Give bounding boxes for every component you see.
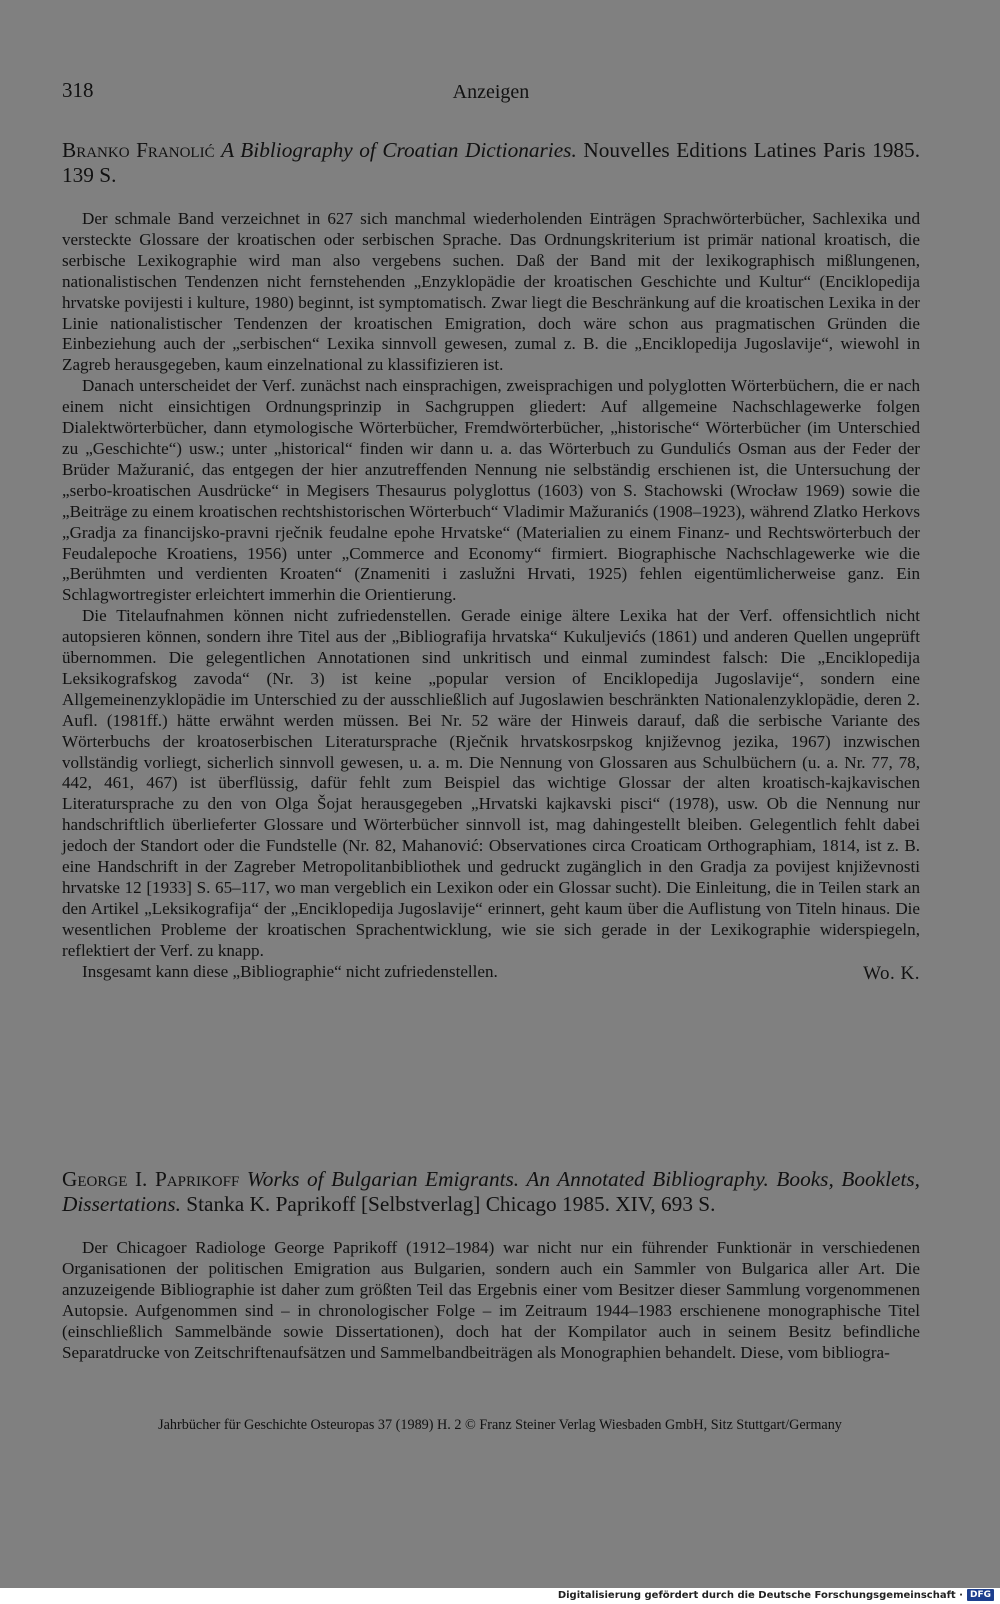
review-paragraph: Der Chicagoer Radiologe George Paprikoff (1912–1984) war nicht nur ein führender Funktionär in verschiedenen Organisationen der politischen Emigration aus Bulgarien, sondern auch ein Sammler von Bulgarica aller Art. Die anzuzeigende Bibliographie ist daher zum größten Teil das Ergebnis einer vom Besitzer dieser Sammlung vorgenommenen Autopsie. Aufgenommen sind – in chronologischer Folge – im Zeitraum 1944–1983 erschienene monographische Titel (einschließlich Sammelbände sowie Dissertationen), doch hat der Kompilator auch in seinem Besitz befindliche Separatdrucke von Zeitschriftenaufsätzen und Sammelbandbeiträgen als Monographien behandelt. Diese, vom bibliogra- <box>62 1238 920 1362</box>
closing-line <box>62 962 920 983</box>
journal-footer: Jahrbücher für Geschichte Osteuropas 37 (1989) H. 2 © Franz Steiner Verlag Wiesbaden GmbH, Sitz Stuttgart/Germany <box>158 1417 842 1433</box>
review-publication: Nouvelles Editions Latines Paris 1985. 139 S. <box>62 138 921 187</box>
review-author: Branko Franolić <box>62 138 215 162</box>
review-franolic <box>62 138 920 983</box>
review-paragraph: Die Titelaufnahmen können nicht zufriedenstellen. Gerade einige ältere Lexika hat der Verf. offensichtlich nicht autopsieren können, sondern ihre Titel aus der „Bibliografija hrvatska“ Kukuljevićs (1861) und anderen Quellen ungeprüft übernommen. Die gelegentlichen Annotationen sind unkritisch und einmal zumindest falsch: Die „Enciklopedija Leksikografskog zavoda“ (Nr. 3) ist keine „popular version of Enciklopedija Jugoslavije“, sondern eine Allgemeinenzyklopädie im Unterschied zu der ausschließlich auf Jugoslawien beschränkten Nationalenzyklopädie, deren 2. Aufl. (1981ff.) hätte erwähnt werden müssen. Bei Nr. 52 wäre der Hinweis darauf, daß die serbische Variante des Wörterbuchs der kroatoserbischen Literatursprache (Rječnik hrvatskosrpskog književnog jezika, 1967) inzwischen vollständig vorliegt, sicherlich sinnvoll gewesen, u. a. m. Die Nennung von Glossaren aus Schulbüchern (u. a. Nr. 77, 78, 442, 461, 467) ist überflüssig, dafür fehlt zum Beispiel das wichtige Glossar der alten kroatisch-kajkavischen Literatursprache zu den von Olga Šojat herausgegeben „Hrvatski kajkavski pisci“ (1978), usw. Ob die Nennung nur handschriftlich überlieferter Glossare und Wörterbücher sinnvoll ist, mag dahingestellt bleiben. Gelegentlich fehlt dabei jedoch der Standort oder die Fundstelle (Nr. 82, Mahanović: Observationes circa Croaticam Orthographiam, 1814, ist z. B. eine Handschrift in der Zagreber Metropolitanbibliothek und gedruckt zugänglich in den Gradja za povijest književnosti hrvatske 12 [1933] S. 65–117, wo man vergeblich ein Lexikon oder ein Glossar sucht). Die Einleitung, die in Teilen stark an den Artikel „Leksikografija“ der „Enciklopedija Jugoslavije“ erinnert, geht kaum über die Auflistung von Titeln hinaus. Die wesentlichen Probleme der kroatischen Sprachentwicklung, wie sie sich gerade in der Lexikographie widerspiegeln, reflektiert der Verf. zu knapp. <box>62 606 920 960</box>
review-paprikoff <box>62 1167 920 1363</box>
review-citation <box>62 1167 920 1217</box>
running-title: Anzeigen <box>452 81 530 103</box>
review-paragraph: Der schmale Band verzeichnet in 627 sich manchmal wiederholenden Einträgen Sprachwörterbücher, Sachlexika und versteckte Glossare der kroatischen oder serbischen Sprache. Das Ordnungskriterium ist primär national kroatisch, die serbische Lexikographie wird man also vergebens suchen. Daß der Band mit der lexikographisch mißlungenen, nationalistischen Tendenzen nicht fernstehenden „Enzyklopädie der kroatischen Geschichte und Kultur“ (Enciklopedija hrvatske povijesti i kulture, 1980) beginnt, ist symptomatisch. Zwar liegt die Beschränkung auf die kroatischen Lexika in der Linie nationalistischer Tendenzen der kroatischen Emigration, doch wäre schon aus pragmatischen Gründen die Einbeziehung auch der „serbischen“ Lexika sinnvoll gewesen, zumal z. B. die „Enciklopedija Jugoslavije“, wiewohl in Zagreb herausgegeben, kaum einzelnational zu klassifizieren ist. <box>62 209 920 375</box>
review-work-title: Works of Bulgarian Emigrants. An Annotated Bibliography. Books, Booklets, Dissertations. <box>62 1167 921 1216</box>
review-paragraph: Insgesamt kann diese „Bibliographie“ nicht zufriedenstellen. <box>82 961 498 981</box>
review-author: George I. Paprikoff <box>62 1167 240 1191</box>
review-publication: Stanka K. Paprikoff [Selbstverlag] Chicago 1985. XIV, 693 S. <box>186 1192 716 1216</box>
digitization-text: Digitalisierung gefördert durch die Deutsche Forschungsgemeinschaft · <box>557 1589 963 1601</box>
review-work-title: A Bibliography of Croatian Dictionaries. <box>221 138 577 162</box>
page-number: 318 <box>62 78 94 102</box>
dfg-logo-icon: DFG <box>967 1589 994 1601</box>
digitization-notice <box>558 1589 994 1601</box>
review-citation <box>62 138 920 188</box>
review-body <box>62 1238 920 1363</box>
page-header <box>62 78 920 108</box>
review-body <box>62 209 920 983</box>
reviewer-signature: Wo. K. <box>863 962 920 984</box>
review-paragraph: Danach unterscheidet der Verf. zunächst nach einsprachigen, zweisprachigen und polyglotten Wörterbüchern, die er nach einem nicht einsichtigen Ordnungsprinzip in Sachgruppen gliedert: Auf allgemeine Nachschlagewerke folgen Dialektwörterbücher, dann etymologische Wörterbücher, Fremdwörterbücher, „historische“ Wörterbücher (im Unterschied zu „Geschichte“) usw.; unter „historical“ finden wir dann u. a. das Wörterbuch zu Gundulićs Osman aus der Feder der Brüder Mažuranić, das entgegen der hier anzutreffenden Nennung nie selbständig erschienen ist, die Untersuchung der „serbo-kroatischen Ausdrücke“ in Megisers Thesaurus polyglottus (1603) von S. Stachowski (Wrocław 1969) sowie die „Beiträge zu einem kroatischen rechtshistorischen Wörterbuch“ Vladimir Mažuranićs (1908–1923), während Zlatko Herkovs „Gradja za financijsko-pravni rječnik feudalne epohe Hrvatske“ (Materialien zu einem Finanz- und Rechtswörterbuch der Feudalepoche Kroatiens, 1956) unter „Commerce and Economy“ firmiert. Biographische Nachschlagewerke wie die „Berühmten und verdienten Kroaten“ (Znameniti i zaslužni Hrvati, 1925) fehlen eigentümlicherweise ganz. Ein Schlagwortregister erleichtert immerhin die Orientierung. <box>62 376 920 605</box>
